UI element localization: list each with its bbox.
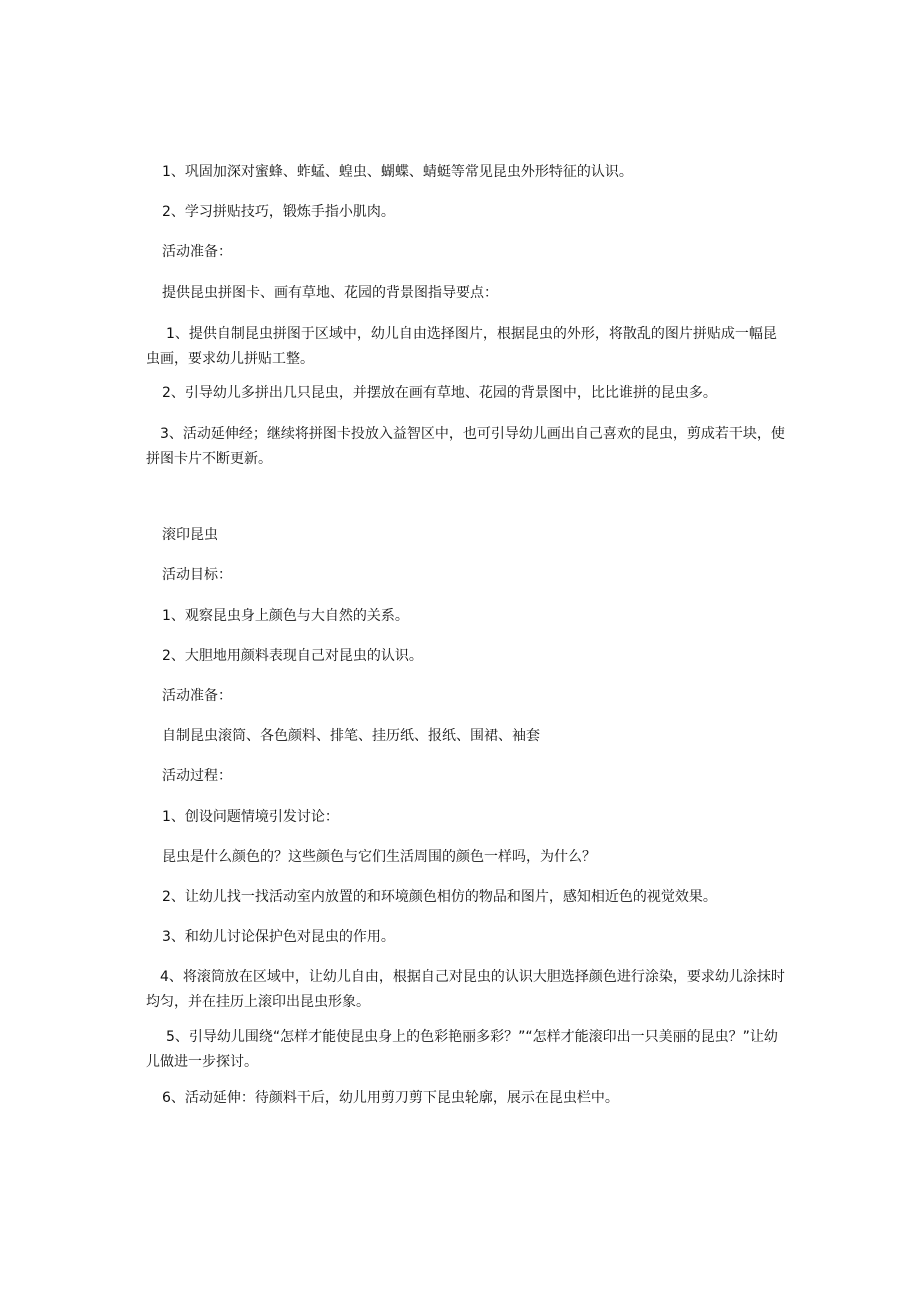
paragraph-goal-a: 1、观察昆虫身上颜色与大自然的关系。 — [162, 608, 409, 624]
paragraph-process-question: 昆虫是什么颜色的？这些颜色与它们生活周围的颜色一样吗，为什么？ — [162, 849, 596, 865]
paragraph-process-5: 5、引导幼儿围绕“怎样才能使昆虫身上的色彩艳丽多彩？”“怎样才能滚印出一只美丽的昆虫？”让幼儿做进一步探讨。 — [146, 1029, 778, 1070]
paragraph-prep-heading-2: 活动准备： — [162, 688, 232, 704]
paragraph-process-2: 2、让幼儿找一找活动室内放置的和环境颜色相仿的物品和图片，感知相近色的视觉效果。 — [162, 889, 717, 905]
paragraph-point-1: 1、提供自制昆虫拼图于区域中，幼儿自由选择图片，根据昆虫的外形，将散乱的图片拼贴成一幅昆虫画，要求幼儿拼贴工整。 — [146, 326, 777, 367]
paragraph-prep-materials: 提供昆虫拼图卡、画有草地、花园的背景图指导要点： — [162, 285, 498, 301]
paragraph-process-4: 4、将滚筒放在区域中，让幼儿自由，根据自己对昆虫的认识大胆选择颜色进行涂染，要求幼儿涂抹时均匀，并在挂历上滚印出昆虫形象。 — [146, 969, 785, 1010]
paragraph-process-3: 3、和幼儿讨论保护色对昆虫的作用。 — [162, 929, 395, 945]
paragraph-goal-b: 2、大胆地用颜料表现自己对昆虫的认识。 — [162, 648, 423, 664]
paragraph-point-3: 3、活动延伸经；继续将拼图卡投放入益智区中，也可引导幼儿画出自己喜欢的昆虫，剪成若干块，使拼图卡片不断更新。 — [146, 426, 785, 467]
paragraph-goal-heading: 活动目标： — [162, 567, 232, 583]
section-title: 滚印昆虫 — [162, 527, 218, 543]
paragraph-prep-heading: 活动准备： — [162, 244, 232, 260]
paragraph-goal-1: 1、巩固加深对蜜蜂、蚱蜢、蝗虫、蝴蝶、蜻蜓等常见昆虫外形特征的认识。 — [162, 164, 633, 180]
paragraph-point-2: 2、引导幼儿多拼出几只昆虫，并摆放在画有草地、花园的背景图中，比比谁拼的昆虫多。 — [162, 385, 717, 401]
paragraph-prep-materials-2: 自制昆虫滚筒、各色颜料、排笔、挂历纸、报纸、围裙、袖套 — [162, 728, 540, 744]
paragraph-process-1: 1、创设问题情境引发讨论： — [162, 809, 339, 825]
paragraph-process-6: 6、活动延伸：待颜料干后，幼儿用剪刀剪下昆虫轮廓，展示在昆虫栏中。 — [162, 1090, 619, 1106]
paragraph-goal-2: 2、学习拼贴技巧，锻炼手指小肌肉。 — [162, 204, 395, 220]
paragraph-process-heading: 活动过程： — [162, 768, 232, 784]
